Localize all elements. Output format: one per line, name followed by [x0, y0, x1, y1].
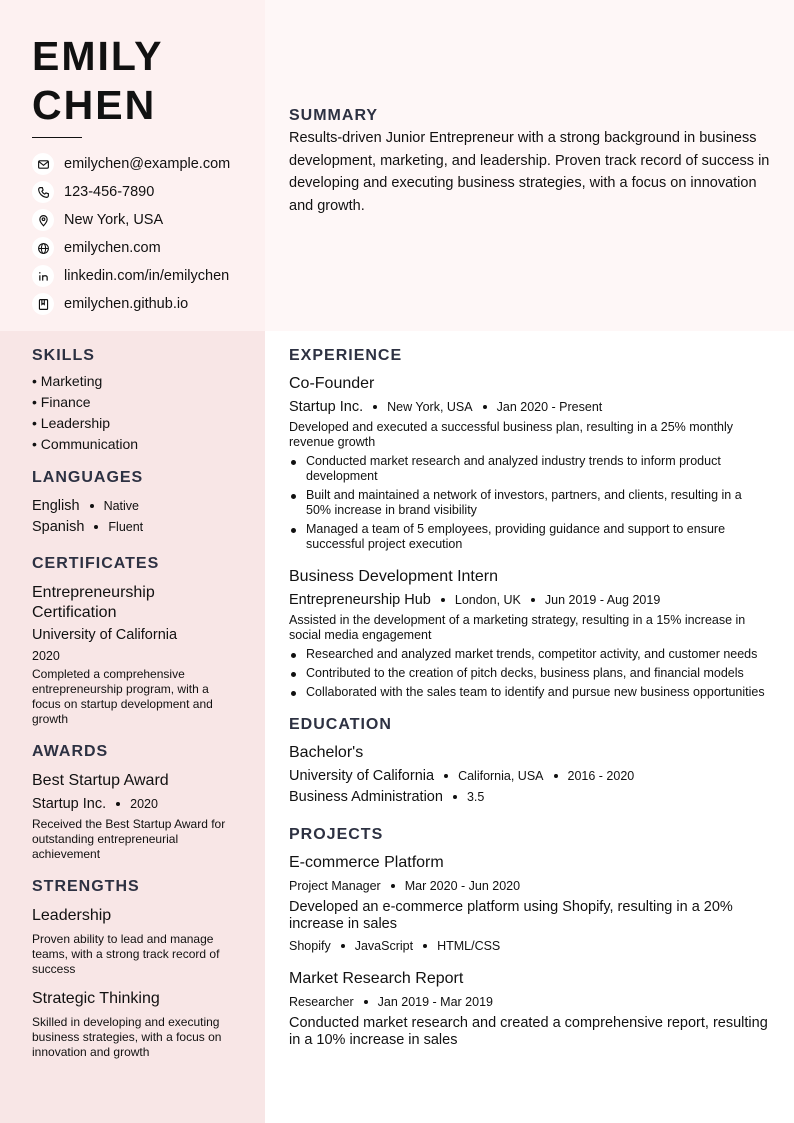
separator-dot	[423, 944, 427, 948]
separator-dot	[444, 774, 448, 778]
project-dates: Jan 2019 - Mar 2019	[377, 995, 493, 1009]
skill-item: • Finance	[32, 394, 91, 410]
job-title: Business Development Intern	[289, 568, 498, 585]
skill-item: • Communication	[32, 436, 139, 452]
contact-email-text: emilychen@example.com	[64, 156, 231, 172]
location-icon	[32, 209, 54, 231]
job-title: Co-Founder	[289, 375, 375, 392]
education-field: Business Administration	[289, 789, 443, 805]
language-item	[32, 516, 233, 537]
projects-heading: PROJECTS	[289, 826, 384, 843]
job-dates: Jan 2020 - Present	[496, 400, 603, 414]
summary-panel	[265, 0, 794, 331]
job-bullet: Collaborated with the sales team to identify and pursue new business opportunities	[289, 685, 770, 700]
separator-dot	[483, 405, 487, 409]
job-bullet: Contributed to the creation of pitch decks, business plans, and financial models	[289, 666, 770, 681]
separator-dot	[364, 1000, 368, 1004]
separator-dot	[531, 598, 535, 602]
job-bullets	[289, 454, 770, 552]
skills-list	[32, 371, 233, 455]
contact-linkedin-text: linkedin.com/in/emilychen	[64, 268, 230, 284]
education-heading: EDUCATION	[289, 716, 392, 733]
project-role: Project Manager	[289, 879, 381, 893]
linkedin-icon	[32, 265, 54, 287]
mail-icon	[32, 153, 54, 175]
job-bullet: Built and maintained a network of investors, partners, and clients, resulting in a 50% increase in brand visibility	[289, 488, 770, 518]
project-desc: Conducted market research and created a comprehensive report, resulting in a 10% increase in sales	[289, 1015, 768, 1048]
certificates-heading: CERTIFICATES	[32, 555, 160, 572]
job-company: Entrepreneurship Hub	[289, 592, 431, 608]
separator-dot	[554, 774, 558, 778]
project-role: Researcher	[289, 995, 354, 1009]
strengths-heading: STRENGTHS	[32, 878, 140, 895]
job-desc: Assisted in the development of a marketing strategy, resulting in a 15% increase in social media engagement	[289, 613, 746, 642]
language-name: Spanish	[32, 518, 85, 535]
strength-desc: Skilled in developing and executing business strategies, with a focus on innovation and growth	[32, 1015, 222, 1059]
project-meta	[289, 877, 770, 895]
separator-dot	[441, 598, 445, 602]
education-degree: Bachelor's	[289, 744, 364, 761]
education-gpa: 3.5	[466, 790, 485, 804]
contact-location-text: New York, USA	[64, 212, 164, 228]
contact-website[interactable]	[32, 234, 265, 262]
award-meta	[32, 795, 233, 813]
project-tech-item: Shopify	[289, 939, 331, 953]
job-bullet: Conducted market research and analyzed industry trends to inform product development	[289, 454, 770, 484]
job-meta	[289, 398, 770, 416]
experience-item	[289, 374, 770, 552]
project-title: E-commerce Platform	[289, 854, 444, 871]
education-dates: 2016 - 2020	[567, 769, 635, 783]
award-desc: Received the Best Startup Award for outstanding entrepreneurial achievement	[32, 817, 226, 861]
project-title: Market Research Report	[289, 970, 464, 987]
certificate-org: University of California	[32, 627, 178, 643]
job-location: New York, USA	[387, 400, 473, 414]
education-location: California, USA	[458, 769, 544, 783]
languages-heading: LANGUAGES	[32, 469, 144, 486]
strength-title: Strategic Thinking	[32, 990, 160, 1007]
separator-dot	[90, 504, 94, 508]
project-tech	[289, 937, 770, 955]
language-level: Fluent	[108, 519, 144, 534]
phone-icon	[32, 181, 54, 203]
job-company: Startup Inc.	[289, 399, 364, 415]
awards-heading: AWARDS	[32, 743, 109, 760]
separator-dot	[391, 884, 395, 888]
language-item	[32, 495, 233, 516]
experience-item	[289, 567, 770, 700]
strength-desc: Proven ability to lead and manage teams, with a strong track record of success	[32, 932, 220, 976]
bookmark-icon	[32, 293, 54, 315]
award-year: 2020	[130, 797, 158, 811]
name-last: CHEN	[32, 82, 157, 128]
sidebar	[0, 331, 265, 1123]
job-bullet: Researched and analyzed market trends, competitor activity, and customer needs	[289, 647, 770, 662]
award-title: Best Startup Award	[32, 772, 169, 789]
education-school: University of California	[289, 768, 435, 784]
award-org: Startup Inc.	[32, 796, 107, 812]
experience-heading: EXPERIENCE	[289, 347, 403, 364]
contact-github-text: emilychen.github.io	[64, 296, 189, 312]
separator-dot	[94, 525, 98, 529]
skill-item: • Marketing	[32, 373, 103, 389]
separator-dot	[341, 944, 345, 948]
project-item	[289, 853, 770, 955]
contact-github[interactable]	[32, 290, 265, 318]
education-field-row	[289, 788, 770, 806]
certificate-title: Entrepreneurship Certification	[32, 584, 155, 621]
job-location: London, UK	[454, 593, 521, 607]
separator-dot	[116, 802, 120, 806]
skills-heading: SKILLS	[32, 347, 95, 364]
languages-list	[32, 495, 233, 537]
header-left-panel	[0, 0, 265, 331]
main-content	[265, 331, 794, 1123]
strength-title: Leadership	[32, 907, 112, 924]
separator-dot	[453, 795, 457, 799]
project-meta	[289, 993, 770, 1011]
certificate-year: 2020	[32, 649, 60, 663]
contact-email[interactable]	[32, 150, 265, 178]
summary-text: Results-driven Junior Entrepreneur with a strong background in business development, marketing, and leadership. Proven track record of success in developing and executing business strategies, with a focus on innovation and growth.	[289, 130, 770, 214]
job-bullet: Managed a team of 5 employees, providing guidance and support to ensure successful project execution	[289, 522, 770, 552]
project-dates: Mar 2020 - Jun 2020	[404, 879, 521, 893]
certificate-desc: Completed a comprehensive entrepreneurship program, with a focus on startup development and growth	[32, 667, 213, 726]
contact-phone-text: 123-456-7890	[64, 184, 155, 200]
project-tech-item: JavaScript	[354, 939, 414, 953]
job-meta	[289, 591, 770, 609]
skill-item: • Leadership	[32, 415, 111, 431]
contact-linkedin[interactable]	[32, 262, 265, 290]
contact-location	[32, 206, 265, 234]
project-item	[289, 969, 770, 1049]
contact-phone[interactable]	[32, 178, 265, 206]
name-divider	[32, 137, 82, 138]
job-dates: Jun 2019 - Aug 2019	[544, 593, 661, 607]
job-bullets	[289, 647, 770, 700]
education-meta	[289, 767, 770, 785]
contact-website-text: emilychen.com	[64, 240, 161, 256]
language-level: Native	[103, 498, 139, 513]
globe-icon	[32, 237, 54, 259]
summary-heading: SUMMARY	[289, 107, 379, 124]
project-tech-item: HTML/CSS	[437, 939, 501, 953]
language-name: English	[32, 497, 80, 514]
name-first: EMILY	[32, 33, 164, 79]
project-desc: Developed an e-commerce platform using Shopify, resulting in a 20% increase in sales	[289, 899, 733, 932]
separator-dot	[373, 405, 377, 409]
job-desc: Developed and executed a successful business plan, resulting in a 25% monthly revenue growth	[289, 420, 734, 449]
education-item	[289, 743, 770, 806]
